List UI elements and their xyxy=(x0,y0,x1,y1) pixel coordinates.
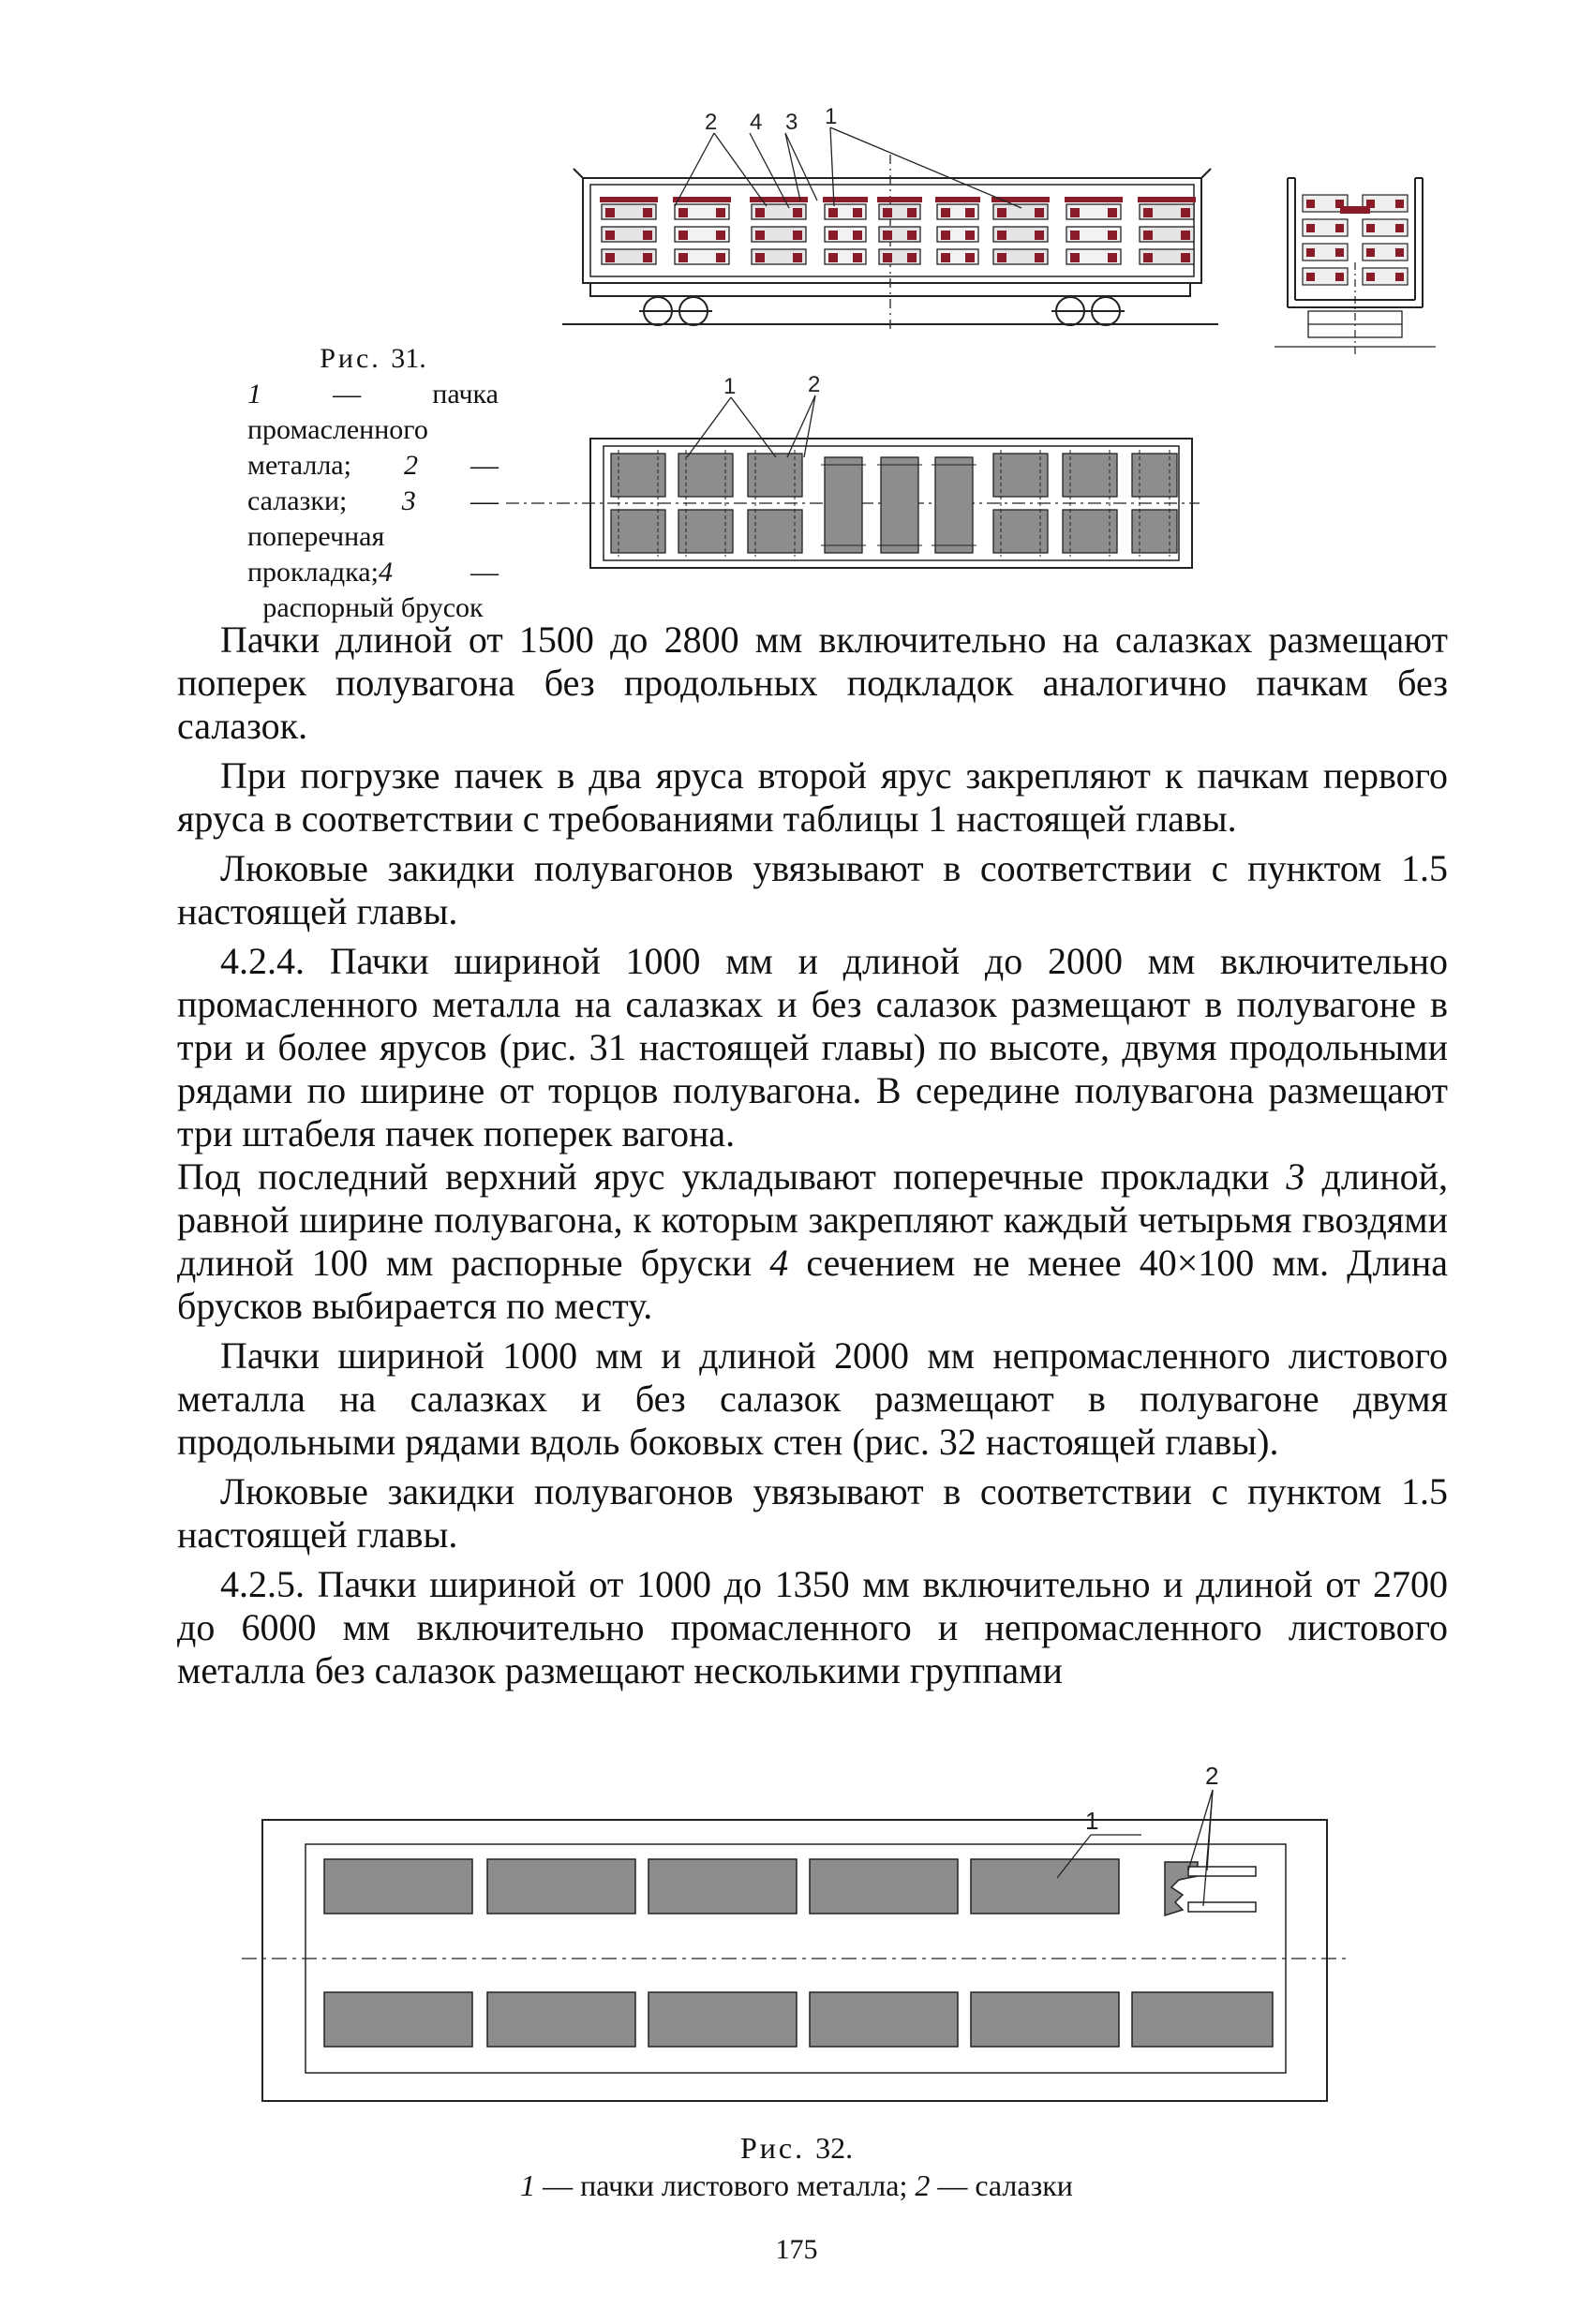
cross-spacer xyxy=(877,197,922,202)
skid xyxy=(1108,231,1117,240)
skid xyxy=(997,208,1006,217)
metal-pack xyxy=(324,1859,472,1914)
skid xyxy=(793,208,802,217)
skid xyxy=(1306,273,1315,281)
figure31-plan-view xyxy=(506,367,1200,585)
paragraph: Пачки шириной 1000 мм и длиной 2000 мм непромасленного листового металла на салазках и без салазок размещают в полувагоне двумя продольными рядами вдоль боковых стен (рис. 32 настоящей главы). xyxy=(177,1334,1448,1463)
paragraph: 4.2.4. Пачки шириной 1000 мм и длиной до 2000 мм включительно промасленного металла на салазках и без салазок размещают в полувагоне в три и более ярусов (рис. 31 настоящей главы) по высоте, двумя продольными рядами по ширине от торцов полувагона. В середине полувагона размещают три штабеля пачек поперек вагона. xyxy=(177,940,1448,1155)
metal-pack xyxy=(810,1992,958,2047)
figure32-plan-view xyxy=(242,1754,1348,2120)
body-text xyxy=(177,618,1448,1692)
metal-pack xyxy=(993,454,1048,497)
metal-pack xyxy=(611,454,665,497)
skid xyxy=(965,208,975,217)
skid xyxy=(853,253,862,262)
cross-spacer xyxy=(823,197,868,202)
skid xyxy=(793,231,802,240)
skid xyxy=(793,253,802,262)
skid xyxy=(1335,224,1344,232)
skid xyxy=(643,253,652,262)
skid xyxy=(755,231,765,240)
skid xyxy=(678,208,688,217)
page-number: 175 xyxy=(775,2234,818,2265)
paragraph: Люковые закидки полувагонов увязывают в соответствии с пунктом 1.5 настоящей главы. xyxy=(177,1470,1448,1556)
skid xyxy=(1335,273,1344,281)
skid xyxy=(828,253,838,262)
callout-2: 2 xyxy=(1205,1762,1219,1790)
paragraph: Под последний верхний ярус укладывают поперечные прокладки 3 длиной, равной ширине полувагона, к которым закрепляют каждый четырьмя гвоздями длиной 100 мм распорные бруски 4 сечением не менее 40×100 мм. Длина брусков выбирается по месту. xyxy=(177,1155,1449,1327)
skid xyxy=(1181,231,1190,240)
metal-pack xyxy=(611,510,665,553)
paragraph: Люковые закидки полувагонов увязывают в соответствии с пунктом 1.5 настоящей главы. xyxy=(177,847,1448,932)
paragraph: 4.2.5. Пачки шириной от 1000 до 1350 мм включительно и длиной от 2700 до 6000 мм включительно промасленного и непромасленного листового металла без салазок размещают несколькими группами xyxy=(177,1563,1448,1691)
metal-pack xyxy=(748,510,802,553)
metal-pack xyxy=(1063,454,1117,497)
figure31-legend: 1 — пачка промасленного металла; 2 — салазки; 3 — поперечная прокладка;4 — распорный брусок xyxy=(247,379,499,623)
skid xyxy=(755,253,765,262)
cross-spacer xyxy=(1138,197,1196,202)
metal-pack xyxy=(971,1859,1119,1914)
skid xyxy=(1366,224,1375,232)
skid xyxy=(1181,253,1190,262)
skid xyxy=(883,231,892,240)
skid xyxy=(853,231,862,240)
skid xyxy=(1366,248,1375,257)
skid xyxy=(1143,231,1153,240)
callout-2: 2 xyxy=(808,372,821,397)
figure32-caption xyxy=(375,2129,1218,2204)
skid xyxy=(1395,200,1404,208)
metal-pack-cross xyxy=(881,457,918,553)
skid xyxy=(941,231,950,240)
metal-pack-cross xyxy=(935,457,973,553)
skid xyxy=(907,253,917,262)
skid xyxy=(716,253,725,262)
callout-1: 1 xyxy=(1085,1807,1099,1835)
skid xyxy=(1335,248,1344,257)
callout-1: 1 xyxy=(723,374,737,399)
skid xyxy=(1108,208,1117,217)
skid xyxy=(605,231,615,240)
figure31-end-view xyxy=(1275,169,1443,356)
figure31-side-view xyxy=(553,103,1228,356)
figure31-caption xyxy=(247,341,499,626)
skid xyxy=(1035,231,1044,240)
metal-pack xyxy=(1063,510,1117,553)
skid xyxy=(1306,200,1315,208)
metal-pack xyxy=(648,1992,797,2047)
figure32-legend: 1 — пачки листового металла; 2 — салазки xyxy=(520,2168,1073,2202)
paragraph: Пачки длиной от 1500 до 2800 мм включительно на салазках размещают поперек полувагона без продольных подкладок аналогично пачкам без салазок. xyxy=(177,618,1448,747)
cross-spacer xyxy=(600,197,658,202)
skid xyxy=(965,231,975,240)
skid xyxy=(678,231,688,240)
metal-pack xyxy=(678,454,733,497)
paragraph: При погрузке пачек в два яруса второй ярус закрепляют к пачкам первого яруса в соответствии с требованиями таблицы 1 настоящей главы. xyxy=(177,754,1448,840)
metal-pack xyxy=(1132,510,1177,553)
skid xyxy=(1395,248,1404,257)
skid xyxy=(828,231,838,240)
metal-pack xyxy=(993,510,1048,553)
skid xyxy=(1306,248,1315,257)
metal-pack xyxy=(487,1992,635,2047)
metal-pack xyxy=(648,1859,797,1914)
figure32-title: Рис. 32. xyxy=(739,2131,854,2165)
metal-pack-cross xyxy=(825,457,862,553)
metal-pack xyxy=(487,1859,635,1914)
spacer-bar xyxy=(1340,206,1370,214)
skid xyxy=(643,208,652,217)
callout-3: 3 xyxy=(785,110,798,135)
skid xyxy=(1070,253,1080,262)
skid xyxy=(716,208,725,217)
skid xyxy=(1035,208,1044,217)
skid xyxy=(1070,231,1080,240)
skid xyxy=(1143,253,1153,262)
callout-2: 2 xyxy=(705,110,718,135)
skid xyxy=(1108,253,1117,262)
skid xyxy=(1395,224,1404,232)
skid xyxy=(605,208,615,217)
callout-4: 4 xyxy=(750,110,763,135)
skid xyxy=(907,231,917,240)
callout-1: 1 xyxy=(825,104,838,129)
skid xyxy=(883,253,892,262)
skid xyxy=(941,208,950,217)
cross-spacer xyxy=(1065,197,1123,202)
skid xyxy=(965,253,975,262)
skid xyxy=(1306,224,1315,232)
skid xyxy=(1366,273,1375,281)
cross-spacer xyxy=(673,197,731,202)
cross-spacer xyxy=(935,197,980,202)
skid xyxy=(853,208,862,217)
skid xyxy=(997,253,1006,262)
skid xyxy=(907,208,917,217)
skid xyxy=(941,253,950,262)
skid xyxy=(605,253,615,262)
skid xyxy=(828,208,838,217)
figure31-title: Рис. 31. xyxy=(320,343,426,374)
skid xyxy=(883,208,892,217)
skid xyxy=(716,231,725,240)
skid xyxy=(643,231,652,240)
skid xyxy=(1181,208,1190,217)
skid xyxy=(1395,273,1404,281)
metal-pack xyxy=(748,454,802,497)
metal-pack xyxy=(971,1992,1119,2047)
skid xyxy=(1070,208,1080,217)
skid xyxy=(1143,208,1153,217)
skid xyxy=(755,208,765,217)
metal-pack xyxy=(810,1859,958,1914)
skid xyxy=(678,253,688,262)
skid xyxy=(1035,253,1044,262)
skid xyxy=(997,231,1006,240)
metal-pack xyxy=(324,1992,472,2047)
metal-pack xyxy=(1132,454,1177,497)
metal-pack xyxy=(678,510,733,553)
metal-pack xyxy=(1132,1992,1273,2047)
